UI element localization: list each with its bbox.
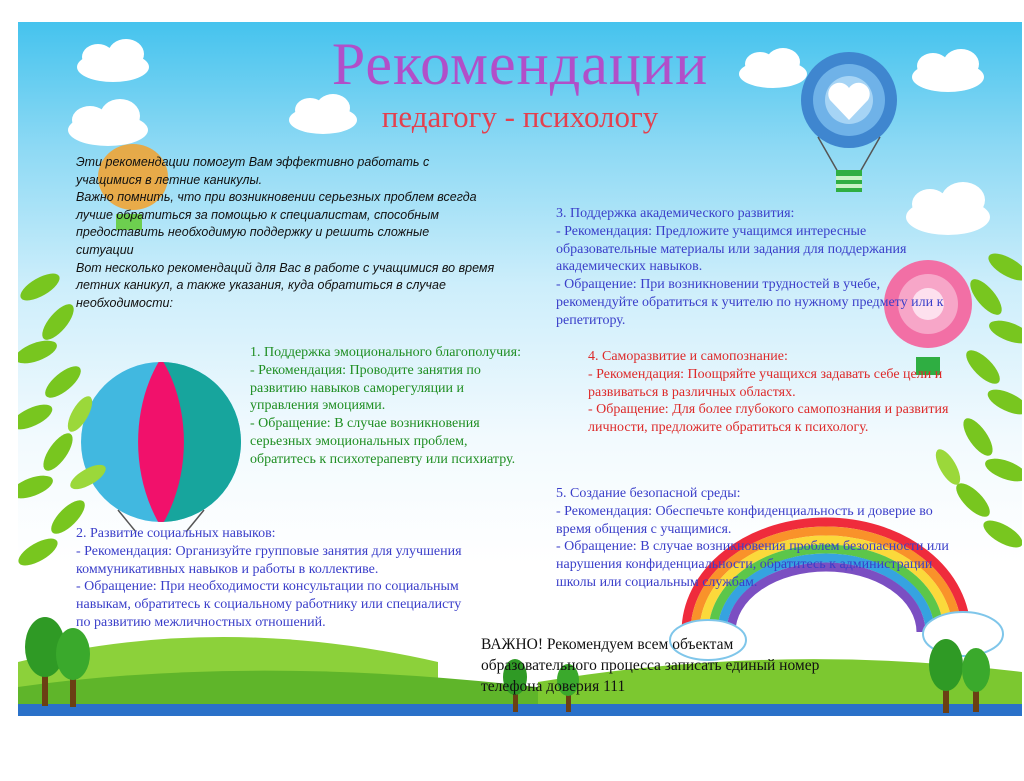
section-line: - Обращение: Для более глубокого самопознания и развития [588, 402, 949, 418]
intro-text [76, 154, 556, 312]
intro-line: лучше обратиться за помощью к специалистам, способным [76, 207, 439, 222]
section-heading: 5. Создание безопасной среды: [556, 486, 741, 501]
section-line: по развитию межличностных отношений. [76, 614, 326, 630]
section-line: нарушения конфиденциальности, обратитесь к администрации [556, 557, 933, 573]
section-self-development [588, 348, 1013, 437]
section-heading: 3. Поддержка академического развития: [556, 206, 795, 221]
intro-line: ситуации [76, 242, 134, 257]
section-line: репетитору. [556, 312, 626, 328]
section-heading: 2. Развитие социальных навыков: [76, 526, 276, 541]
intro-line: учащимися в летние каникулы. [76, 172, 263, 187]
section-line: - Рекомендация: Проводите занятия по [250, 362, 481, 378]
section-safe-environment [556, 485, 1016, 592]
hot-air-balloon-striped-icon [78, 358, 251, 532]
section-line: рекомендуйте обратиться к учителю по нужному предмету или к [556, 294, 944, 310]
section-line: серьезных эмоциональных проблем, [250, 433, 468, 449]
intro-line: летних каникул, а также указания, куда обратиться в случае [76, 278, 446, 293]
section-line: личности, предложите обратиться к психологу. [588, 420, 869, 436]
section-line: - Рекомендация: Обеспечьте конфиденциальность и доверие во [556, 503, 933, 519]
section-line: школы или социальным службам. [556, 574, 758, 590]
section-academic-development [556, 205, 1011, 330]
section-line: академических навыков. [556, 259, 703, 275]
section-line: - Рекомендация: Предложите учащимся интересные [556, 223, 867, 239]
section-line: - Обращение: В случае возникновения проблем безопасности или [556, 539, 949, 555]
intro-line: необходимости: [76, 295, 173, 310]
page-subtitle: педагогу - психологу [381, 99, 659, 134]
important-line: телефона доверия 111 [481, 678, 626, 695]
section-line: время общения с учащимися. [556, 521, 732, 537]
section-line: - Рекомендация: Организуйте групповые занятия для улучшения [76, 543, 462, 559]
section-heading: 1. Поддержка эмоционального благополучия: [250, 345, 521, 360]
section-line: образовательные материалы или задания для поддержания [556, 241, 907, 257]
section-line: обратитесь к психотерапевту или психиатру. [250, 451, 516, 467]
intro-line: предоставить необходимую поддержку и решить сложные [76, 225, 430, 240]
section-line: - Обращение: В случае возникновения [250, 416, 480, 432]
section-line: управления эмоциями. [250, 398, 386, 414]
section-emotional-wellbeing [250, 344, 580, 469]
intro-line: Вот несколько рекомендаций для Вас в работе с учащимися во время [76, 260, 495, 275]
intro-line: Эти рекомендации помогут Вам эффективно работать с [76, 155, 430, 169]
poster [18, 22, 1022, 716]
page-title: Рекомендации [331, 31, 709, 97]
intro-line: Важно помнить, что при возникновении серьезных проблем всегда [76, 190, 477, 205]
section-social-skills [76, 525, 526, 632]
section-line: навыкам, обратитесь к социальному работнику или специалисту [76, 597, 462, 613]
section-line: - Обращение: При необходимости консультации по социальным [76, 579, 459, 595]
section-line: развиваться в различных областях. [588, 384, 796, 400]
important-line: ВАЖНО! Рекомендуем всем объектам [481, 636, 734, 653]
important-note [481, 634, 951, 697]
section-line: - Обращение: При возникновении трудностей в учебе, [556, 277, 881, 293]
section-line: коммуникативных навыков и работы в коллективе. [76, 561, 379, 577]
important-line: образовательного процесса записать единый номер [481, 657, 820, 674]
section-line: - Рекомендация: Поощряйте учащихся задавать себе цели и [588, 366, 943, 382]
section-heading: 4. Саморазвитие и самопознание: [588, 349, 788, 364]
section-line: развитию навыков саморегуляции и [250, 380, 465, 396]
